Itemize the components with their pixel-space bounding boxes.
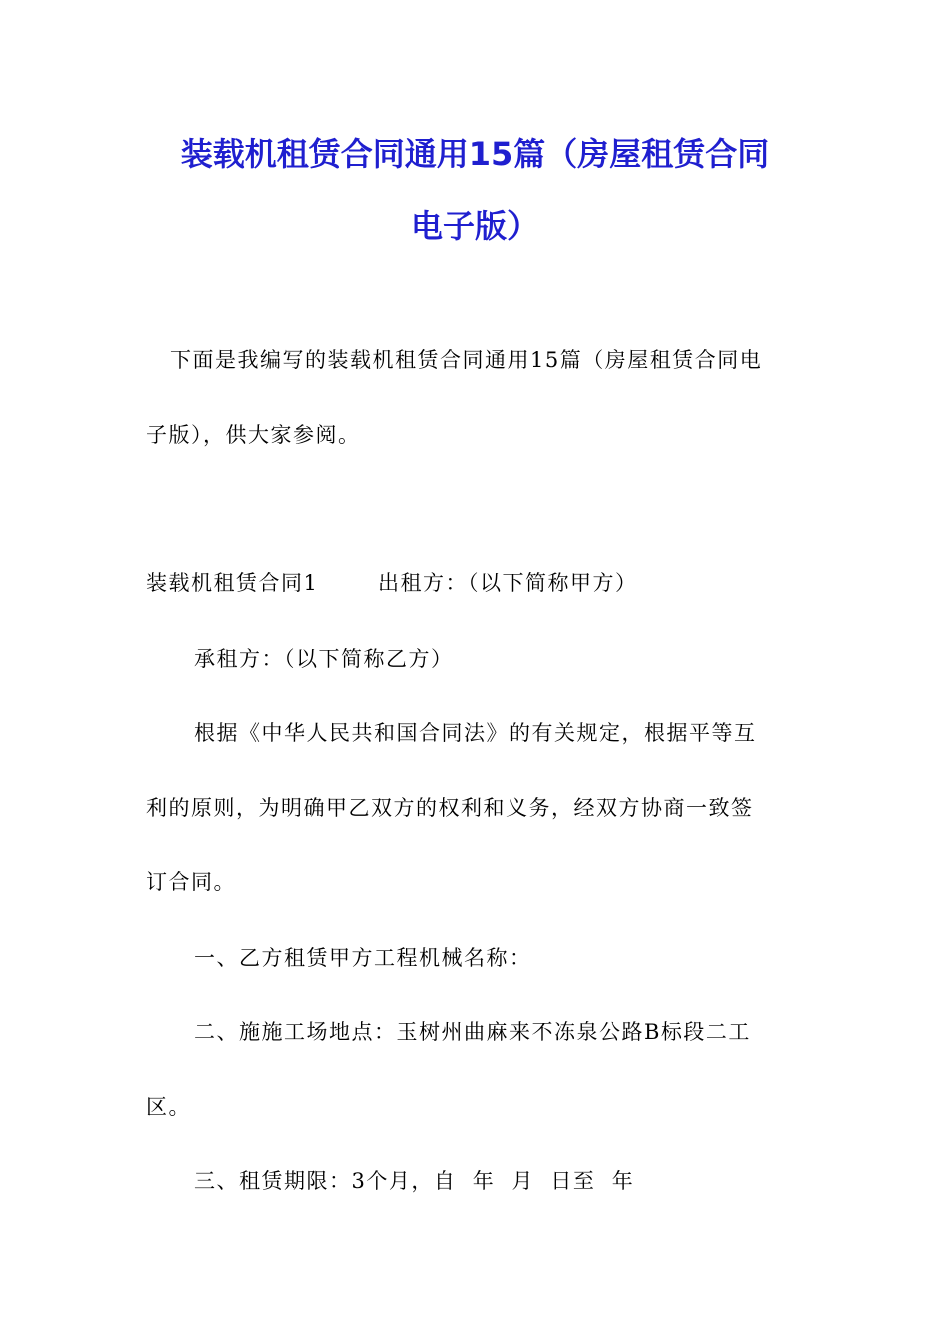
lessee-line: 承租方：（以下简称乙方） bbox=[194, 647, 454, 671]
document-title-line-2: 电子版） bbox=[410, 207, 539, 245]
basis-line-2: 利的原则，为明确甲乙双方的权利和义务，经双方协商一致签 bbox=[146, 796, 754, 820]
basis-line-3: 订合同。 bbox=[146, 870, 236, 894]
contract-heading: 装载机租赁合同1 bbox=[146, 571, 319, 595]
clause-1: 一、乙方租赁甲方工程机械名称： bbox=[194, 946, 532, 970]
clause-2-line-2: 区。 bbox=[146, 1095, 191, 1119]
lessor-line: 出租方：（以下简称甲方） bbox=[378, 571, 638, 595]
basis-line-1: 根据《中华人民共和国合同法》的有关规定，根据平等互 bbox=[194, 721, 757, 745]
clause-3: 三、租赁期限：3个月，自 年 月 日至 年 bbox=[194, 1169, 635, 1193]
clause-2-line-1: 二、施施工场地点：玉树州曲麻来不冻泉公路B标段二工 bbox=[194, 1020, 751, 1044]
intro-line-2: 子版），供大家参阅。 bbox=[146, 423, 361, 447]
document-title-line-1: 装载机租赁合同通用15篇（房屋租赁合同 bbox=[180, 135, 770, 173]
intro-line-1: 下面是我编写的装载机租赁合同通用15篇（房屋租赁合同电 bbox=[170, 348, 763, 372]
